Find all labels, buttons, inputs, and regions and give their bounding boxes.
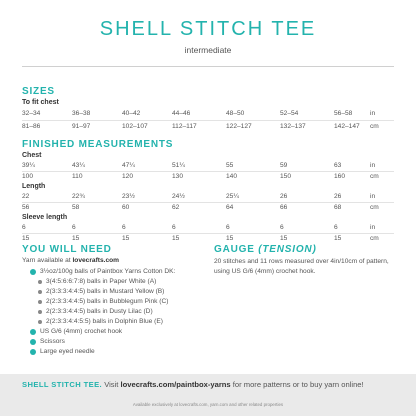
- unit-cell: cm: [370, 173, 379, 180]
- bullet-icon: [38, 320, 42, 324]
- row-divider: [22, 120, 394, 121]
- sizes-heading: SIZES: [22, 86, 55, 97]
- size-cell: 112–117: [172, 123, 197, 130]
- measure-cell: 22¾: [72, 193, 85, 200]
- measure-cell: 6: [226, 224, 230, 231]
- measure-cell: 6: [122, 224, 126, 231]
- measure-cell: 22: [22, 193, 30, 200]
- size-cell: 48–50: [226, 110, 245, 117]
- size-cell: 102–107: [122, 123, 148, 130]
- header-divider: [22, 66, 394, 67]
- measure-cell: 6: [72, 224, 76, 231]
- measure-cell: 130: [172, 173, 184, 180]
- size-cell: 44–46: [172, 110, 191, 117]
- measure-cell: 25¼: [226, 193, 239, 200]
- unit-cell: in: [370, 162, 376, 169]
- measure-cell: 15: [226, 235, 234, 242]
- measure-cell: 120: [122, 173, 134, 180]
- measure-cell: 24½: [172, 193, 185, 200]
- bullet-icon: [38, 290, 42, 294]
- finished-measurements-heading: FINISHED MEASUREMENTS: [22, 139, 174, 150]
- measure-cell: 66: [280, 204, 288, 211]
- bullet-icon: [38, 280, 42, 284]
- measure-cell: 6: [22, 224, 26, 231]
- footer-bar: [0, 374, 416, 416]
- measure-cell: 51¼: [172, 162, 185, 169]
- length-label: Length: [22, 183, 46, 190]
- measure-cell: 26: [280, 193, 288, 200]
- measure-cell: 58: [72, 204, 80, 211]
- measure-cell: 43¼: [72, 162, 85, 169]
- size-cell: 122–127: [226, 123, 252, 130]
- size-cell: 36–38: [72, 110, 91, 117]
- measure-cell: 160: [334, 173, 346, 180]
- measure-cell: 110: [72, 173, 83, 180]
- size-cell: 32–34: [22, 110, 41, 117]
- footer-title: SHELL STITCH TEE.: [22, 380, 103, 389]
- measure-cell: 55: [226, 162, 234, 169]
- skill-level: intermediate: [184, 45, 232, 55]
- footer-promo: SHELL STITCH TEE. Visit lovecrafts.com/paintbox-yarns for more patterns or to buy yarn online!: [22, 380, 364, 389]
- unit-cell: in: [370, 110, 376, 117]
- measure-cell: 15: [280, 235, 288, 242]
- measure-cell: 64: [226, 204, 234, 211]
- unit-cell: cm: [370, 204, 379, 211]
- yarn-availability: [22, 257, 119, 264]
- footer-url-link[interactable]: lovecrafts.com/paintbox-yarns: [120, 380, 231, 389]
- row-divider: [22, 233, 394, 234]
- yarn-intro-text: Yarn available at: [22, 257, 73, 264]
- measure-cell: 60: [122, 204, 130, 211]
- unit-cell: in: [370, 224, 376, 231]
- measure-cell: 15: [172, 235, 180, 242]
- size-cell: 40–42: [122, 110, 141, 117]
- measure-cell: 15: [122, 235, 130, 242]
- to-fit-chest-label: To fit chest: [22, 99, 59, 106]
- bullet-icon: [30, 339, 36, 345]
- gauge-text: 20 stitches and 11 rows measured over 4in/10cm of pattern, using US G/6 (4mm) crochet hook.: [214, 258, 389, 275]
- measure-cell: 47¼: [122, 162, 135, 169]
- measure-cell: 56: [22, 204, 30, 211]
- measure-cell: 68: [334, 204, 342, 211]
- bullet-icon: [30, 329, 36, 335]
- yarn-intro-link[interactable]: lovecrafts.com: [72, 257, 120, 264]
- unit-cell: cm: [370, 123, 379, 130]
- chest-label: Chest: [22, 152, 42, 159]
- row-divider: [22, 202, 394, 203]
- measure-cell: 6: [172, 224, 176, 231]
- measure-cell: 59: [280, 162, 288, 169]
- bullet-icon: [30, 269, 36, 275]
- gauge-heading: GAUGE (TENSION): [214, 244, 317, 255]
- size-cell: 91–97: [72, 123, 91, 130]
- size-cell: 132–137: [280, 123, 306, 130]
- you-will-need-heading: YOU WILL NEED: [22, 244, 112, 255]
- measure-cell: 26: [334, 193, 342, 200]
- footer-disclaimer: Available exclusively at lovecrafts.com, yarn.com and other related properties: [132, 402, 284, 407]
- measure-cell: 150: [280, 173, 292, 180]
- size-cell: 52–54: [280, 110, 299, 117]
- bullet-icon: [38, 310, 42, 314]
- size-cell: 56–58: [334, 110, 353, 117]
- row-divider: [22, 171, 394, 172]
- measure-cell: 6: [334, 224, 338, 231]
- bullet-icon: [30, 349, 36, 355]
- size-cell: 142–147: [334, 123, 360, 130]
- measure-cell: 15: [22, 235, 30, 242]
- sleeve-length-label: Sleeve length: [22, 214, 68, 221]
- size-cell: 81–86: [22, 123, 41, 130]
- measure-cell: 23½: [122, 193, 135, 200]
- measure-cell: 39¼: [22, 162, 35, 169]
- measure-cell: 63: [334, 162, 342, 169]
- pattern-title: SHELL STITCH TEE: [99, 18, 317, 40]
- measure-cell: 100: [22, 173, 34, 180]
- measure-cell: 140: [226, 173, 238, 180]
- bullet-icon: [38, 300, 42, 304]
- unit-cell: cm: [370, 235, 379, 242]
- measure-cell: 15: [72, 235, 80, 242]
- measure-cell: 62: [172, 204, 180, 211]
- unit-cell: in: [370, 193, 376, 200]
- measure-cell: 6: [280, 224, 284, 231]
- measure-cell: 15: [334, 235, 342, 242]
